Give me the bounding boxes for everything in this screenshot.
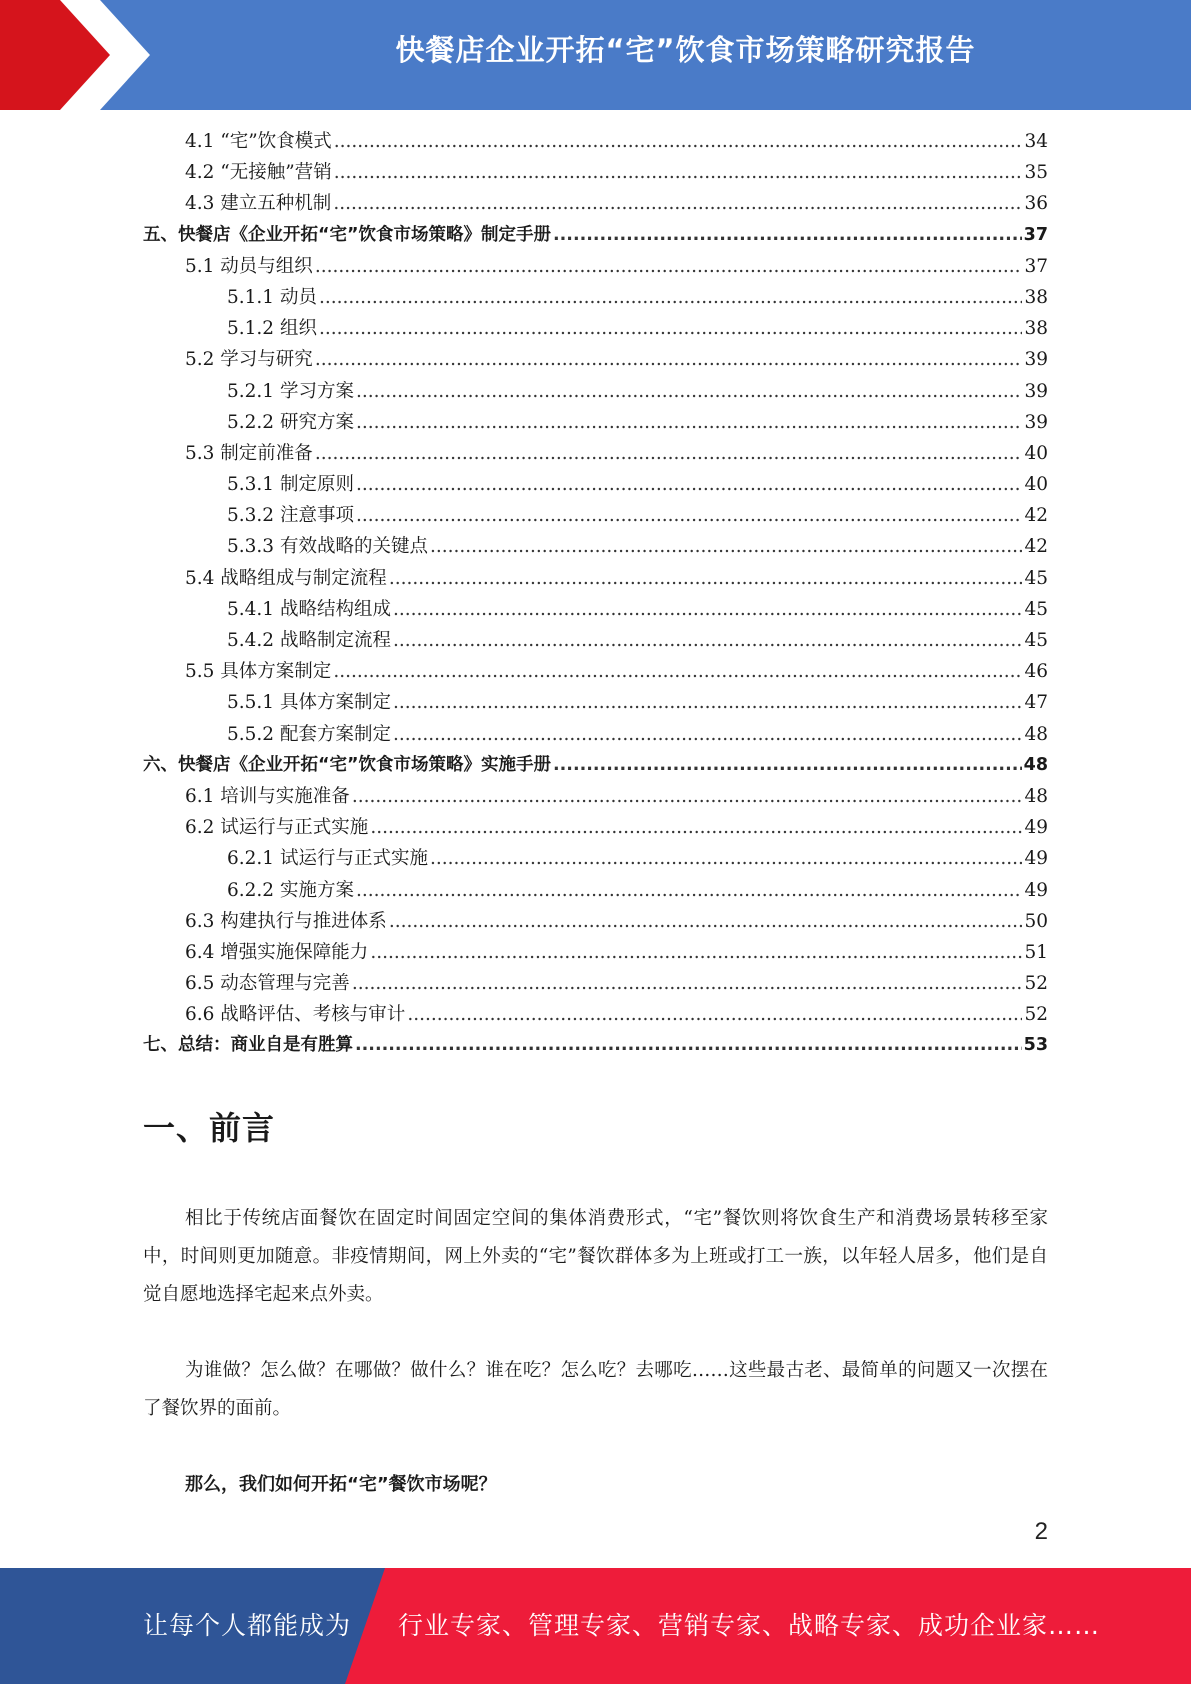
toc-entry-page: 47 [1024, 692, 1048, 714]
toc-entry[interactable] [143, 719, 1048, 750]
toc-entry-label: 5.5 具体方案制定 [185, 661, 332, 683]
toc-entry-page: 48 [1023, 754, 1048, 775]
toc-entry[interactable] [143, 500, 1048, 531]
toc-entry-label: 5.1.1 动员 [227, 286, 317, 308]
toc-entry-page: 45 [1024, 598, 1048, 620]
toc-dot-leader [352, 968, 1023, 999]
toc-dot-leader [430, 531, 1022, 562]
toc-entry-label: 4.3 建立五种机制 [185, 193, 332, 215]
toc-entry[interactable] [143, 1030, 1048, 1061]
toc-entry-label: 5.4 战略组成与制定流程 [185, 567, 387, 589]
toc-dot-leader [315, 251, 1023, 282]
paragraph-intro: 相比于传统店面餐饮在固定时间固定空间的集体消费形式，“宅”餐饮则将饮食生产和消费场景转移至家中，时间则更加随意。非疫情期间，网上外卖的“宅”餐饮群体多为上班或打工一族，以年轻人居多，他们是自觉自愿地选择宅起来点外卖。 [143, 1208, 1048, 1305]
toc-entry-page: 35 [1024, 162, 1048, 184]
toc-dot-leader [333, 656, 1022, 687]
toc-entry[interactable] [143, 656, 1048, 687]
toc-entry[interactable] [143, 313, 1048, 344]
toc-entry-label: 6.2.1 试运行与正式实施 [227, 848, 428, 870]
toc-entry-page: 52 [1024, 973, 1048, 995]
toc-dot-leader [315, 438, 1023, 469]
toc-entry-label: 6.1 培训与实施准备 [185, 785, 350, 807]
toc-entry[interactable] [143, 251, 1048, 282]
toc-entry-page: 38 [1024, 318, 1048, 340]
toc-dot-leader [334, 157, 1023, 188]
toc-entry[interactable] [143, 937, 1048, 968]
toc-entry[interactable] [143, 407, 1048, 438]
footer-slogan-right: 行业专家、管理专家、营销专家、战略专家、成功企业家…… [398, 1611, 1101, 1640]
toc-entry[interactable] [143, 750, 1048, 781]
report-title: 快餐店企业开拓“宅”饮食市场策略研究报告 [395, 33, 976, 67]
toc-entry-label: 5.1 动员与组织 [185, 255, 313, 277]
toc-dot-leader [356, 376, 1023, 407]
toc-entry-label: 5.2.2 研究方案 [227, 411, 354, 433]
toc-dot-leader [334, 126, 1023, 157]
toc-entry-page: 49 [1024, 817, 1048, 839]
toc-entry[interactable] [143, 376, 1048, 407]
toc-entry-page: 42 [1024, 536, 1048, 558]
toc-entry-label: 5.4.1 战略结构组成 [227, 598, 391, 620]
toc-dot-leader [333, 188, 1022, 219]
toc-entry[interactable] [143, 843, 1048, 874]
toc-dot-leader [389, 906, 1023, 937]
toc-entry[interactable] [143, 999, 1048, 1030]
toc-entry-label: 4.2 “无接触”营销 [185, 162, 332, 184]
toc-entry-page: 48 [1024, 723, 1048, 745]
toc-entry-label: 6.2 试运行与正式实施 [185, 817, 369, 839]
toc-entry-page: 40 [1024, 442, 1048, 464]
toc-dot-leader [352, 781, 1023, 812]
toc-entry[interactable] [143, 531, 1048, 562]
toc-entry-label: 5.2 学习与研究 [185, 349, 313, 371]
toc-dot-leader [393, 687, 1022, 718]
toc-dot-leader [407, 999, 1022, 1030]
toc-entry-label: 5.2.1 学习方案 [227, 380, 354, 402]
toc-dot-leader [370, 937, 1022, 968]
toc-entry[interactable] [143, 126, 1048, 157]
toc-entry-label: 5.3.3 有效战略的关键点 [227, 536, 428, 558]
toc-dot-leader [355, 1030, 1022, 1061]
toc-entry[interactable] [143, 687, 1048, 718]
toc-entry[interactable] [143, 875, 1048, 906]
toc-dot-leader [393, 594, 1022, 625]
toc-dot-leader [319, 313, 1023, 344]
toc-entry-page: 53 [1023, 1035, 1048, 1056]
toc-entry[interactable] [143, 625, 1048, 656]
table-of-contents [143, 126, 1048, 1062]
page-header [0, 0, 1191, 110]
toc-dot-leader [315, 344, 1023, 375]
toc-entry-page: 40 [1024, 474, 1048, 496]
toc-entry-label: 6.3 构建执行与推进体系 [185, 910, 387, 932]
toc-entry-label: 6.2.2 实施方案 [227, 879, 354, 901]
toc-dot-leader [393, 719, 1022, 750]
toc-dot-leader [389, 563, 1023, 594]
paragraph-lead-question: 那么，我们如何开拓“宅”餐饮市场呢？ [185, 1474, 497, 1495]
toc-dot-leader [370, 812, 1022, 843]
toc-entry-label: 5.3.1 制定原则 [227, 474, 354, 496]
toc-entry[interactable] [143, 906, 1048, 937]
toc-entry-page: 50 [1024, 910, 1048, 932]
toc-entry-page: 36 [1024, 193, 1048, 215]
toc-entry-page: 39 [1024, 380, 1048, 402]
toc-entry-label: 5.4.2 战略制定流程 [227, 630, 391, 651]
toc-entry-label: 六、快餐店《企业开拓“宅”饮食市场策略》实施手册 [143, 754, 552, 775]
toc-entry[interactable] [143, 157, 1048, 188]
toc-entry[interactable] [143, 344, 1048, 375]
toc-entry-page: 49 [1024, 879, 1048, 901]
toc-entry-label: 5.1.2 组织 [227, 318, 317, 340]
toc-dot-leader [319, 282, 1023, 313]
toc-entry[interactable] [143, 438, 1048, 469]
toc-dot-leader [356, 469, 1023, 500]
toc-dot-leader [356, 875, 1023, 906]
toc-dot-leader [393, 625, 1022, 656]
toc-entry-page: 39 [1024, 349, 1048, 371]
toc-entry-page: 45 [1024, 630, 1048, 651]
toc-entry-label: 5.5.1 具体方案制定 [227, 692, 391, 714]
toc-dot-leader [553, 220, 1022, 251]
toc-entry-label: 5.3.2 注意事项 [227, 505, 354, 527]
toc-entry-page: 37 [1023, 224, 1048, 245]
toc-dot-leader [553, 750, 1022, 781]
toc-entry-label: 6.4 增强实施保障能力 [185, 941, 369, 963]
toc-entry-page: 49 [1024, 848, 1048, 870]
paragraph-questions: 为谁做？怎么做？在哪做？做什么？谁在吃？怎么吃？去哪吃……这些最古老、最简单的问题又一次摆在了餐饮界的面前。 [143, 1360, 1048, 1419]
toc-entry-page: 34 [1024, 131, 1048, 152]
toc-entry-page: 38 [1024, 286, 1048, 308]
toc-entry[interactable] [143, 220, 1048, 251]
toc-entry[interactable] [143, 594, 1048, 625]
toc-entry-page: 52 [1024, 1004, 1048, 1026]
toc-entry-page: 45 [1024, 567, 1048, 589]
header-chevron-icon [0, 0, 150, 110]
toc-entry[interactable] [143, 781, 1048, 812]
toc-entry[interactable] [143, 469, 1048, 500]
toc-dot-leader [356, 500, 1023, 531]
toc-entry[interactable] [143, 188, 1048, 219]
page-footer [0, 1568, 1191, 1684]
toc-entry-label: 5.3 制定前准备 [185, 442, 313, 464]
toc-entry-label: 4.1 “宅”饮食模式 [185, 131, 332, 152]
toc-entry-label: 6.6 战略评估、考核与审计 [185, 1004, 406, 1026]
toc-entry-label: 6.5 动态管理与完善 [185, 973, 350, 995]
toc-entry-page: 37 [1024, 255, 1048, 277]
toc-entry-page: 39 [1024, 411, 1048, 433]
toc-entry[interactable] [143, 563, 1048, 594]
toc-entry-page: 46 [1024, 661, 1048, 683]
toc-entry-page: 48 [1024, 785, 1048, 807]
toc-entry[interactable] [143, 968, 1048, 999]
footer-slogan-left: 让每个人都能成为 [143, 1611, 352, 1640]
toc-entry-page: 51 [1024, 941, 1048, 963]
toc-entry-label: 5.5.2 配套方案制定 [227, 723, 391, 745]
toc-dot-leader [356, 407, 1023, 438]
section-heading: 一、前言 [143, 1109, 276, 1147]
toc-entry-label: 七、总结：商业自是有胜算 [143, 1035, 353, 1056]
toc-dot-leader [430, 843, 1022, 874]
toc-entry-label: 五、快餐店《企业开拓“宅”饮食市场策略》制定手册 [143, 224, 552, 245]
page-number: 2 [1034, 1518, 1048, 1545]
toc-entry-page: 42 [1024, 505, 1048, 527]
toc-entry[interactable] [143, 282, 1048, 313]
toc-entry[interactable] [143, 812, 1048, 843]
